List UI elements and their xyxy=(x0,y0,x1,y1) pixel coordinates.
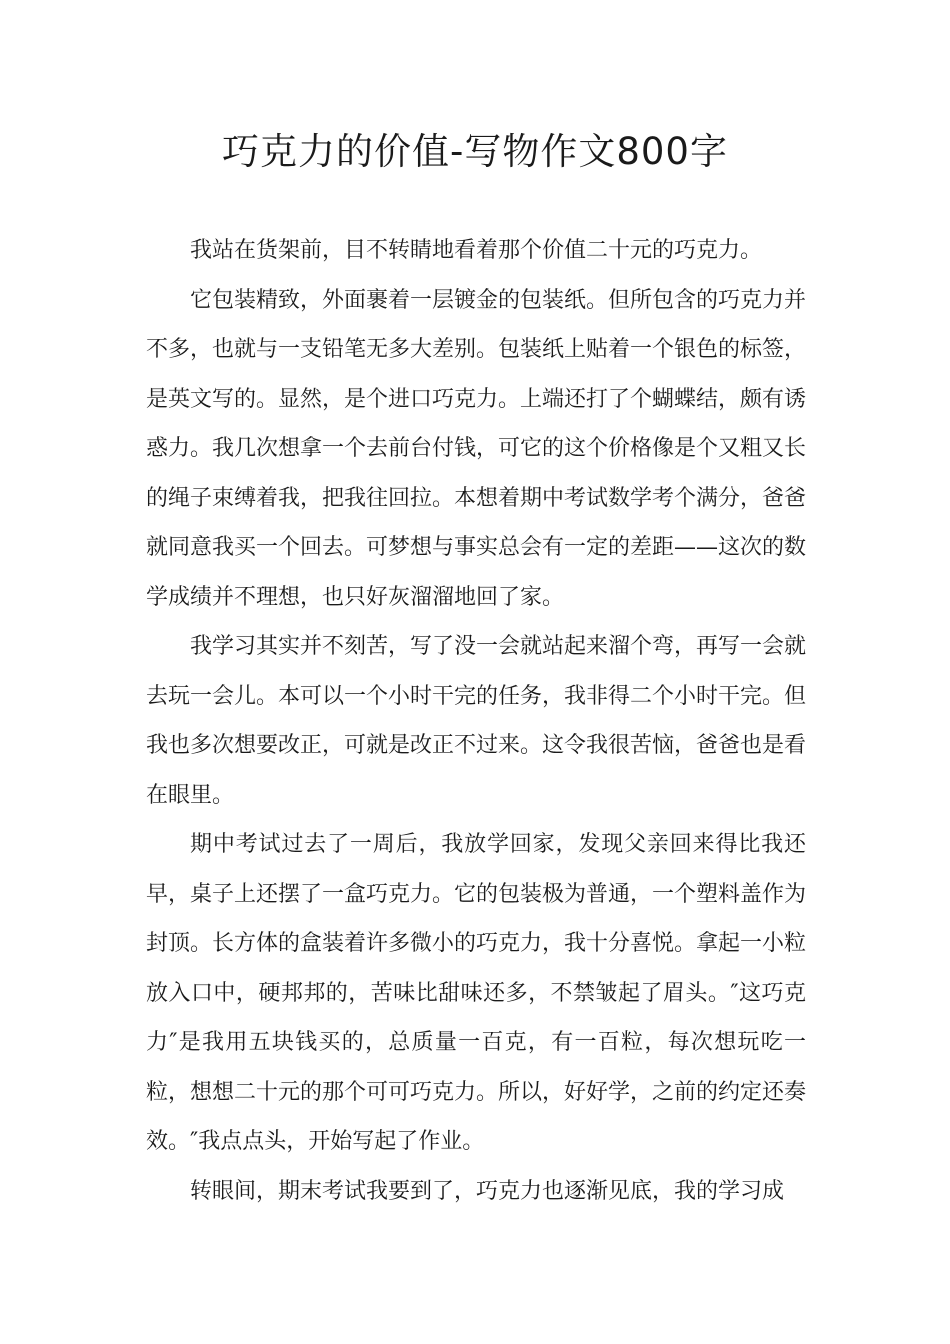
paragraph: 期中考试过去了一周后，我放学回家，发现父亲回来得比我还早，桌子上还摆了一盒巧克力。它的包装极为普通，一个塑料盖作为封顶。长方体的盒装着许多微小的巧克力，我十分喜悦。拿起一小粒放入口中，硬邦邦的，苦味比甜味还多，不禁皱起了眉头。″这巧克力″是我用五块钱买的，总质量一百克，有一百粒，每次想玩吃一粒，想想二十元的那个可可巧克力。所以，好好学，之前的约定还奏效。″我点点头，开始写起了作业。 xyxy=(146,832,807,1154)
paragraph: 我学习其实并不刻苦，写了没一会就站起来溜个弯，再写一会就去玩一会儿。本可以一个小时干完的任务，我非得二个小时干完。但我也多次想要改正，可就是改正不过来。这令我很苦恼，爸爸也是看在眼里。 xyxy=(146,634,807,808)
paragraph: 转眼间，期末考试我要到了，巧克力也逐渐见底，我的学习成 xyxy=(190,1178,785,1204)
document-title: 巧克力的价值-写物作文800字 xyxy=(222,130,728,173)
paragraph: 我站在货架前，目不转睛地看着那个价值二十元的巧克力。 xyxy=(190,238,763,263)
document-body xyxy=(146,226,806,1216)
paragraph: 它包装精致，外面裹着一层镀金的包装纸。但所包含的巧克力并不多，也就与一支铅笔无多大差别。包装纸上贴着一个银色的标签，是英文写的。显然，是个进口巧克力。上端还打了个蝴蝶结，颇有诱惑力。我几次想拿一个去前台付钱，可它的这个价格像是个又粗又长的绳子束缚着我，把我往回拉。本想着期中考试数学考个满分，爸爸就同意我买一个回去。可梦想与事实总会有一定的差距——这次的数学成绩并不理想，也只好灰溜溜地回了家。 xyxy=(146,287,807,610)
